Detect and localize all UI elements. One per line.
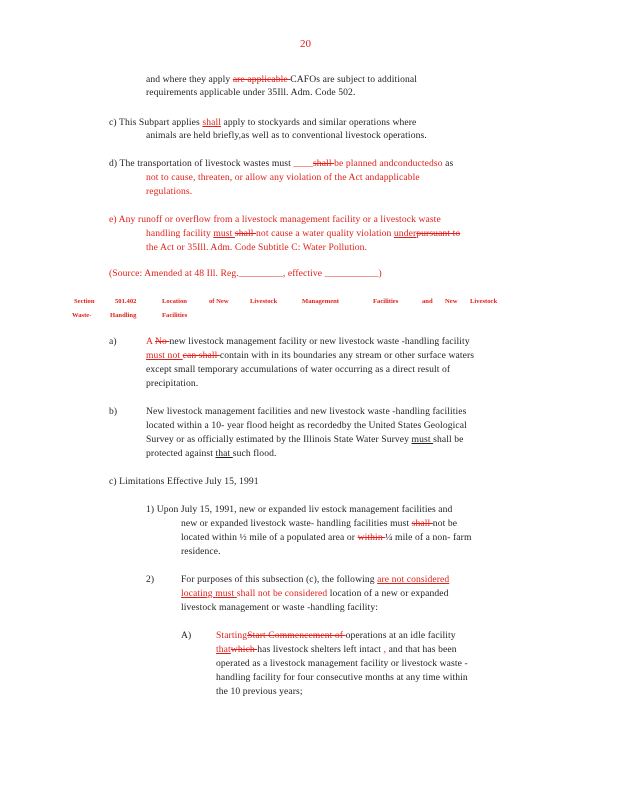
text: such flood. [232,448,277,459]
deleted-text: No [155,336,170,347]
item-A-line-1 [216,630,456,642]
heading-word: Section [74,298,95,305]
text: as [442,158,454,169]
inserted-text: locating [181,588,216,599]
inserted-text: must [411,434,434,445]
para-d-line-3: regulations. [146,186,193,197]
text: not cause a water quality violation [256,228,394,239]
blank: _________ [238,268,283,279]
deleted-text: are applicable [232,74,291,85]
para-c-line-2: animals are held briefly,as well as to conventional livestock operations. [146,130,427,141]
item-1-line-3 [181,532,472,544]
para-b-label: b) [109,406,118,417]
item-A-line-2 [216,644,457,656]
para-d-line-1 [109,158,453,170]
text: and where they apply [146,74,233,85]
text: (Source: Amended at 48 Ill. Reg. [109,268,239,279]
item-A-line-5: the 10 previous years; [216,686,303,697]
para-b-line-1: New livestock management facilities and new livestock waste -handling facilities [146,406,467,417]
inserted-text: must [213,228,235,239]
inserted-text: under [393,228,417,239]
heading-word: New [445,298,458,305]
item-2-line-2 [181,588,449,600]
item-2-label: 2) [146,574,155,585]
deleted-text: shall [312,158,335,169]
inserted-text: be planned andconductedso [334,158,443,169]
para-c-limitations: c) Limitations Effective July 15, 1991 [109,476,259,487]
inserted-text: shall [202,117,221,128]
deleted-text: shall [234,228,257,239]
inserted-text: , [383,644,389,655]
para-b-line-3 [146,434,463,446]
text: , effective [282,268,325,279]
text: ) [378,268,382,279]
source-line [109,268,382,280]
item-A-line-3: operated as a livestock management facility or livestock waste - [216,658,468,669]
para-c-line-1 [109,117,416,129]
text: not be [432,518,458,529]
text: handling facility [146,228,214,239]
text: c) This Subpart applies [109,117,203,128]
para-a-label: a) [109,336,117,347]
para-b-line-2: located within a 10- year flood height as recordedby the United States Geological [146,420,467,431]
item-A-line-4: handling facility for four consecutive months at any time within [216,672,468,683]
deleted-text: which [230,644,258,655]
para-a-line-1 [146,336,470,348]
cafo-line-2: requirements applicable under 35Ill. Adm. Code 502. [146,87,356,98]
inserted-text: that [215,448,233,459]
inserted-text: are not considered [377,574,450,585]
text: operations at an idle facility [345,630,456,641]
heading-word: 501.402 [115,298,137,305]
deleted-text: shall [411,518,433,529]
text: shall be [433,434,464,445]
text: location of a new or expanded [327,588,449,599]
text: new or expanded livestock waste- handling facilities must [181,518,412,529]
page-number: 20 [300,38,311,50]
heading-word: Location [162,298,187,305]
item-2-line-1 [181,574,449,586]
text: ¼ mile of a non- farm [385,532,472,543]
para-e-line-3: the Act or 35Ill. Adm. Code Subtitle C: Water Pollution. [146,242,368,253]
heading-word: Livestock [470,298,498,305]
text: d) The transportation of livestock wastes must [109,158,294,169]
inserted-text: must not [146,350,183,361]
text: has livestock shelters left intact [257,644,384,655]
item-2-line-3: livestock management or waste -handling facility: [181,602,378,613]
para-d-line-2: not to cause, threaten, or allow any violation of the Act andapplicable [146,172,420,183]
deleted-text: within [357,532,386,543]
heading-word: and [422,298,433,305]
inserted-text: ____ [293,158,313,169]
deleted-text: Start [247,630,266,641]
deleted-text: pursuant to [416,228,461,239]
text: CAFOs are subject to additional [290,74,417,85]
inserted-text: Starting [216,630,248,641]
heading-word: Handling [110,312,137,319]
heading-word: Waste- [72,312,92,319]
item-1-line-4: residence. [181,546,221,557]
para-a-line-4: precipitation. [146,378,199,389]
blank: ___________ [324,268,379,279]
text: For purposes of this subsection (c), the following [181,574,378,585]
inserted-text: that [216,644,231,655]
para-e-line-1: e) Any runoff or overflow from a livestock management facility or a livestock waste [109,214,441,225]
heading-word: of New [209,298,229,305]
heading-word: Facilities [162,312,188,319]
text: located within ½ mile of a populated area or [181,532,358,543]
inserted-text: A [146,336,155,347]
deleted-text: Commencement of [265,630,346,641]
text: Survey or as officially estimated by the Illinois State Water Survey [146,434,412,445]
item-A-label: A) [181,630,192,641]
para-b-line-4 [146,448,277,460]
text: and that has been [388,644,457,655]
deleted-text: can shall [182,350,220,361]
text: protected against [146,448,216,459]
item-1-line-1: 1) Upon July 15, 1991, new or expanded liv estock management facilities and [146,504,453,515]
para-a-line-3: except small temporary accumulations of water occurring as a direct result of [146,364,451,375]
text: new livestock management facility or new livestock waste -handling facility [169,336,470,347]
text: contain with in its boundaries any stream or other surface waters [219,350,475,361]
para-a-line-2 [146,350,474,362]
heading-word: Management [302,298,339,305]
heading-word: Livestock [250,298,278,305]
heading-word: Facilities [373,298,399,305]
para-e-line-2 [146,228,460,240]
inserted-text: must [215,588,237,599]
cafo-line-1 [146,74,417,86]
text: apply to stockyards and similar operations where [220,117,417,128]
inserted-text: shall not be considered [236,588,328,599]
item-1-line-2 [181,518,457,530]
